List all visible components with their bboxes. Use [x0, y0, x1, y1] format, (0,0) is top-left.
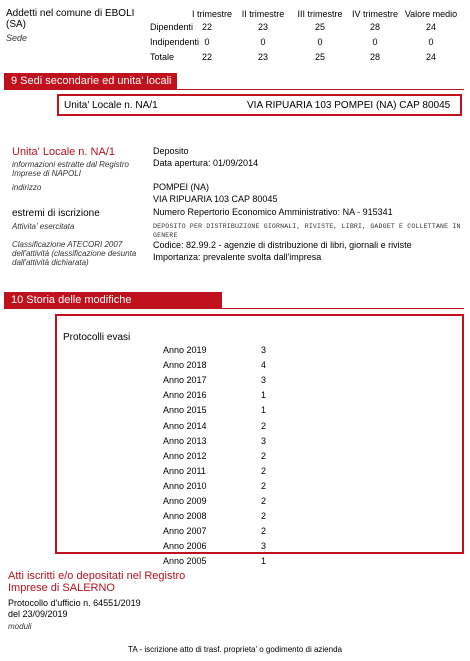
classification-importance: Importanza: prevalente svolta dall'impresa — [153, 252, 322, 262]
protocol-year: Anno 2009 — [163, 496, 207, 506]
protocol-year: Anno 2014 — [163, 420, 207, 431]
cell: 23 — [257, 52, 268, 62]
local-unit-name: Unita' Locale n. NA/1 — [64, 100, 158, 111]
protocol-year: Anno 2016 — [163, 390, 207, 401]
employees-subtitle: Sede — [6, 33, 28, 43]
protocol-year: Anno 2010 — [163, 480, 207, 491]
protocol-year: Anno 2011 — [163, 465, 206, 476]
address-label: indirizzo — [12, 183, 42, 192]
section-9-header: 9 Sedi secondarie ed unita' locali — [4, 73, 177, 90]
protocol-count: 2 — [261, 496, 267, 506]
address-city: POMPEI (NA) — [153, 182, 210, 192]
cell: 25 — [314, 52, 325, 62]
protocol-count: 3 — [261, 435, 267, 446]
protocols-title: Protocolli evasi — [63, 332, 131, 343]
info-label: informazioni estratte dal Registro Imprese di NAPOLI — [12, 160, 129, 178]
protocol-count: 2 — [261, 511, 267, 522]
protocol-year: Anno 2017 — [163, 375, 207, 386]
registration-label: estremi di iscrizione — [12, 208, 100, 219]
cell: 22 — [201, 22, 212, 32]
filing-protocol: Protocollo d'ufficio n. 64551/2019 — [8, 598, 141, 608]
protocol-count: 2 — [261, 526, 267, 537]
cell: 28 — [369, 52, 380, 62]
info-value-opening-date: Data apertura: 01/09/2014 — [153, 158, 259, 168]
protocol-count: 2 — [261, 465, 267, 476]
protocol-year: Anno 2018 — [163, 360, 207, 371]
protocol-count: 1 — [261, 556, 267, 567]
protocol-count: 2 — [261, 420, 267, 431]
protocol-count: 2 — [261, 480, 267, 491]
cell: 28 — [369, 22, 380, 32]
protocol-count: 2 — [261, 450, 267, 461]
protocol-count: 3 — [261, 541, 267, 552]
protocol-year: Anno 2005 — [163, 556, 207, 567]
modules-label: moduli — [8, 622, 32, 631]
protocol-count: 3 — [261, 345, 267, 355]
cell: 23 — [257, 22, 268, 32]
employees-title: Addetti nel comune di EBOLI (SA) — [6, 8, 135, 30]
protocol-year: Anno 2008 — [163, 511, 207, 522]
row-label-dipendenti: Dipendenti — [150, 22, 194, 32]
col-header-avg: Valore medio — [404, 9, 458, 19]
cell: 22 — [201, 52, 212, 62]
activity-value: DEPOSITO PER DISTRIBUZIONE GIORNALI, RIVISTE, LIBRI, GADGET E COLLETTANE IN GENERE — [153, 223, 461, 239]
protocol-year: Anno 2012 — [163, 450, 207, 461]
col-header-q3: III trimestre — [297, 9, 343, 19]
protocol-count: 3 — [261, 375, 267, 386]
info-value-deposito: Deposito — [153, 146, 189, 156]
local-unit-address: VIA RIPUARIA 103 POMPEI (NA) CAP 80045 — [247, 100, 451, 111]
col-header-q4: IV trimestre — [351, 9, 398, 19]
protocol-count: 4 — [261, 360, 267, 371]
protocols-box — [55, 314, 464, 567]
row-label-indipendenti: Indipendenti — [150, 37, 200, 47]
col-header-q2: II trimestre — [241, 9, 285, 19]
protocol-year: Anno 2007 — [163, 526, 207, 537]
row-label-totale: Totale — [150, 52, 175, 62]
classification-label: Classificazione ATECORI 2007 dell'attività (classificazione desunta dall'attività dichiarata) — [12, 240, 137, 267]
cell: 0 — [260, 37, 266, 47]
cell: 0 — [372, 37, 378, 47]
cell: 24 — [425, 22, 436, 32]
cell: 0 — [428, 37, 434, 47]
filing-date: del 23/09/2019 — [8, 609, 68, 619]
cell: 0 — [204, 37, 210, 47]
protocol-year: Anno 2006 — [163, 541, 207, 552]
section-10-header: 10 Storia delle modifiche — [4, 292, 222, 309]
unit-title: Unita' Locale n. NA/1 — [12, 146, 115, 158]
classification-code: Codice: 82.99.2 - agenzie di distribuzione di libri, giornali e riviste — [153, 240, 412, 250]
cell: 24 — [425, 52, 436, 62]
filings-title: Atti iscritti e/o depositati nel Registro Imprese di SALERNO — [8, 570, 186, 594]
protocol-count: 1 — [261, 405, 267, 416]
cell: 0 — [317, 37, 323, 47]
protocol-count: 1 — [261, 390, 267, 401]
section-9-divider — [4, 89, 464, 90]
activity-label: Attivita' esercitata — [12, 222, 75, 231]
footer-note: TA - iscrizione atto di trasf. proprieta' o godimento di azienda — [128, 645, 342, 654]
local-unit-box — [57, 94, 462, 116]
cell: 25 — [314, 22, 325, 32]
protocol-year: Anno 2019 — [163, 345, 207, 355]
registration-value: Numero Repertorio Economico Amministrativo: NA - 915341 — [153, 207, 393, 217]
col-header-q1: I trimestre — [191, 9, 232, 19]
section-10-divider — [4, 308, 464, 309]
address-street: VIA RIPUARIA 103 CAP 80045 — [153, 194, 278, 204]
protocol-year: Anno 2015 — [163, 405, 207, 416]
protocol-year: Anno 2013 — [163, 435, 207, 446]
